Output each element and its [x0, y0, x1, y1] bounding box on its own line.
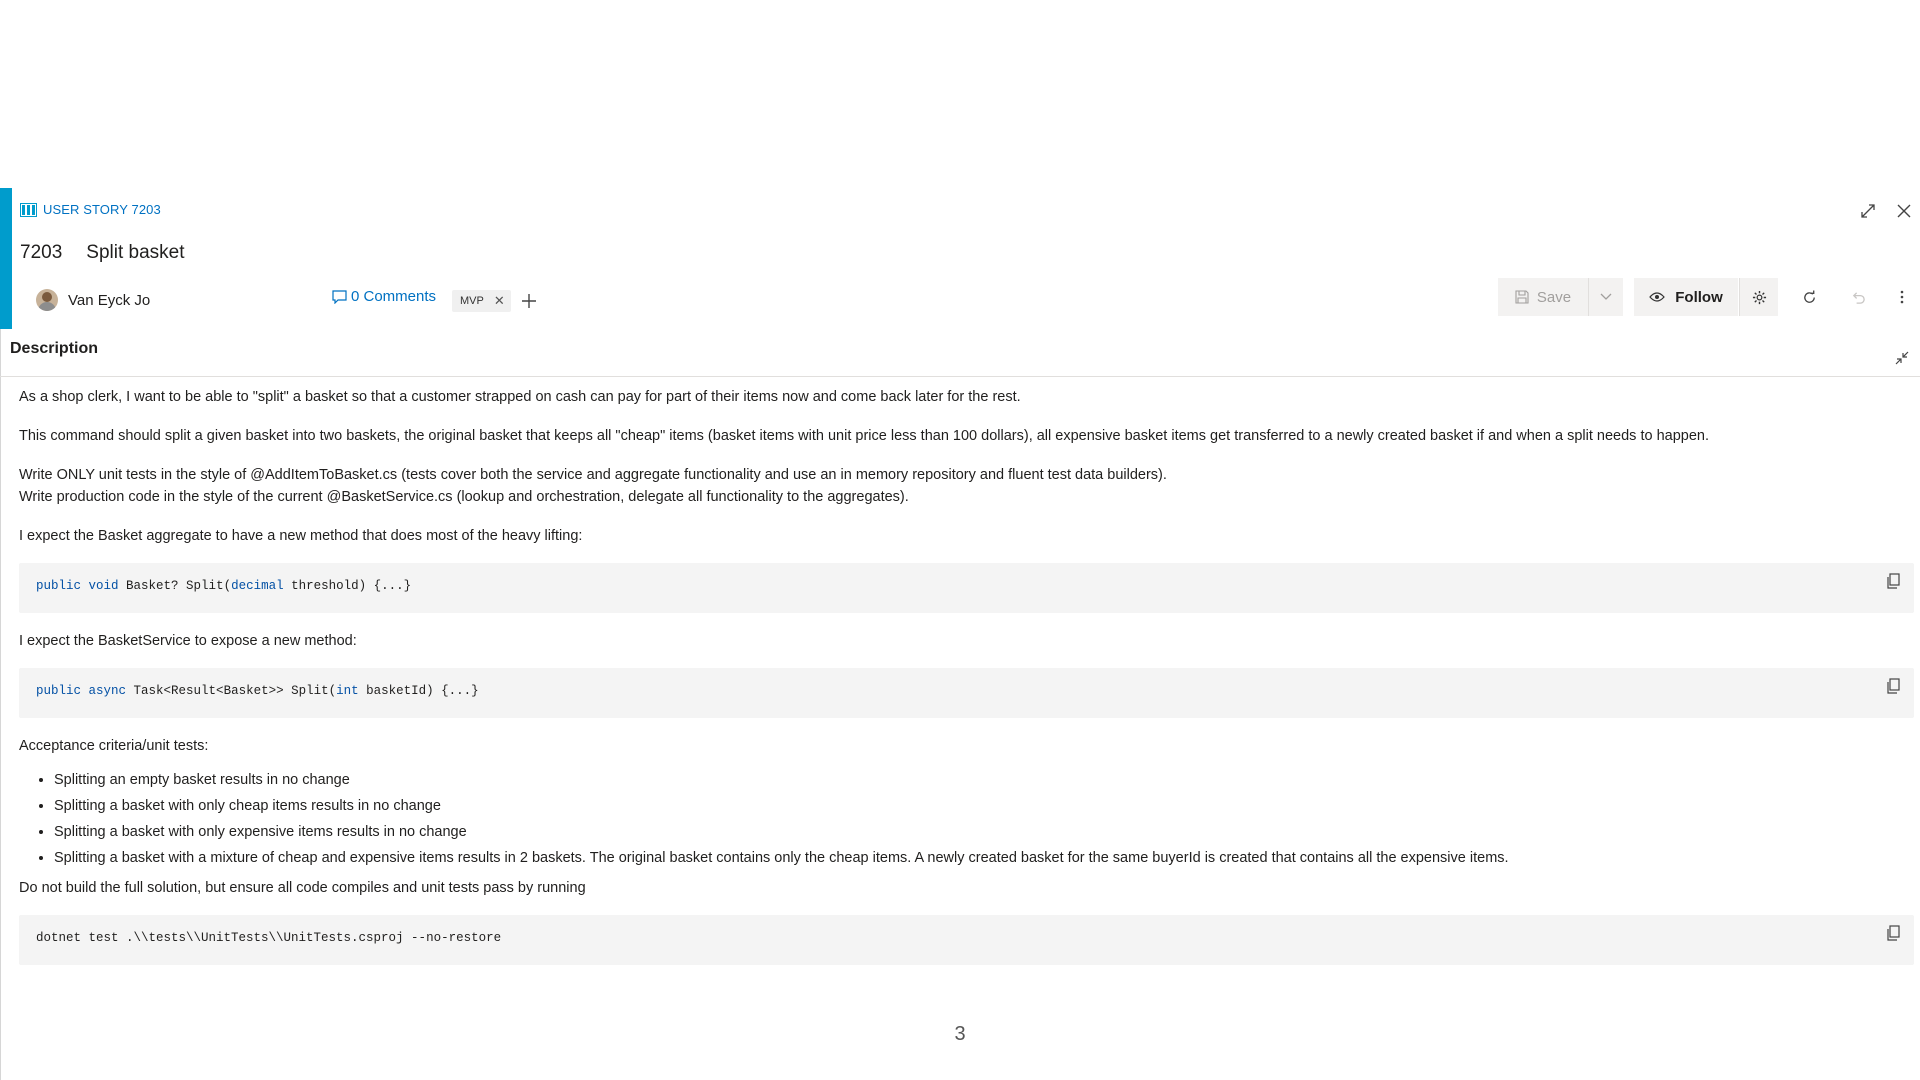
copy-icon[interactable] — [1886, 678, 1902, 694]
comments-link[interactable] — [332, 288, 436, 305]
description-paragraph: Write production code in the style of the current @BasketService.cs (lookup and orchestration, delegate all functionality to the aggregates). — [19, 489, 909, 505]
refresh-button[interactable] — [1794, 278, 1824, 316]
work-item-type-header — [20, 202, 161, 217]
undo-icon — [1851, 290, 1866, 305]
work-item-type-color-bar — [0, 188, 12, 329]
work-item-title-row — [20, 242, 185, 264]
add-tag-button[interactable] — [518, 289, 540, 313]
list-item: • Splitting a basket with a mixture of cheap and expensive items results in 2 baskets. The original basket contains only the cheap items. A newly created basket for the same buyerId is created that contains all the expensive items. — [54, 845, 1914, 871]
remove-tag-icon[interactable]: ✕ — [493, 293, 505, 308]
copy-icon[interactable] — [1886, 573, 1902, 589]
description-paragraph: I expect the Basket aggregate to have a new method that does most of the heavy lifting: — [19, 528, 583, 544]
description-paragraph: This command should split a given basket into two baskets, the original basket that keeps all "cheap" items (basket items with unit price less than 100 dollars), all expensive basket items get transferred to a newly created basket if and when a split needs to happen. — [19, 428, 1709, 444]
tag-label: MVP — [460, 295, 484, 307]
page-number: 3 — [954, 1023, 966, 1045]
save-options-dropdown[interactable] — [1588, 278, 1623, 316]
expand-icon[interactable] — [1857, 200, 1879, 222]
section-divider — [0, 376, 1920, 377]
more-icon — [1900, 290, 1904, 304]
refresh-icon — [1802, 290, 1817, 305]
assignee-name: Van Eyck Jo — [68, 291, 151, 309]
chevron-down-icon — [1600, 293, 1612, 301]
code-snippet: public void Basket? Split(decimal threshold) {...} — [36, 579, 412, 593]
description-paragraph: I expect the BasketService to expose a new method: — [19, 633, 357, 649]
list-item: • Splitting an empty basket results in no change — [54, 767, 1914, 793]
close-icon[interactable] — [1893, 200, 1915, 222]
work-item-type-label[interactable]: USER STORY 7203 — [43, 202, 161, 217]
more-actions-button[interactable] — [1892, 278, 1912, 316]
follow-settings-button[interactable] — [1739, 278, 1778, 316]
undo-button[interactable] — [1843, 278, 1873, 316]
description-paragraph: Write ONLY unit tests in the style of @AddItemToBasket.cs (tests cover both the service and aggregate functionality and use an in memory repository and fluent test data builders). — [19, 467, 1167, 483]
list-item: • Splitting a basket with only cheap items results in no change — [54, 793, 1914, 819]
collapse-icon[interactable] — [1894, 350, 1910, 366]
acceptance-criteria-list — [19, 767, 1914, 871]
code-block-service-split — [19, 668, 1914, 718]
comment-icon — [332, 290, 347, 304]
plus-icon — [522, 294, 536, 308]
code-snippet: public async Task<Result<Basket>> Split(int basketId) {...} — [36, 684, 479, 698]
description-body[interactable] — [19, 386, 1914, 982]
save-button[interactable] — [1498, 278, 1588, 316]
code-block-dotnet-test — [19, 915, 1914, 965]
follow-button-label: Follow — [1675, 288, 1723, 306]
work-item-title-field[interactable]: Split basket — [86, 242, 185, 263]
follow-button[interactable] — [1634, 278, 1738, 316]
code-snippet: dotnet test .\\tests\\UnitTests\\UnitTests.csproj --no-restore — [36, 931, 502, 945]
tag-mvp[interactable] — [452, 290, 511, 312]
list-item: • Splitting a basket with only expensive items results in no change — [54, 819, 1914, 845]
description-paragraph: Acceptance criteria/unit tests: — [19, 738, 209, 754]
work-item-panel — [0, 188, 1920, 1080]
save-button-label: Save — [1536, 288, 1572, 306]
gear-icon — [1752, 290, 1767, 305]
description-section-header: Description — [10, 340, 99, 357]
work-item-id: 7203 — [20, 242, 63, 263]
save-icon — [1515, 290, 1529, 304]
avatar — [36, 289, 58, 311]
description-paragraph: As a shop clerk, I want to be able to "split" a basket so that a customer strapped on cash can pay for part of their items now and come back later for the rest. — [19, 389, 1021, 405]
code-block-basket-split — [19, 563, 1914, 613]
assignee-field[interactable] — [36, 286, 150, 314]
description-paragraph: Do not build the full solution, but ensure all code compiles and unit tests pass by running — [19, 880, 586, 896]
panel-left-border — [0, 329, 1, 1080]
copy-icon[interactable] — [1886, 925, 1902, 941]
eye-icon — [1649, 291, 1665, 303]
comments-count-label: 0 Comments — [351, 288, 437, 305]
user-story-icon — [20, 203, 37, 217]
